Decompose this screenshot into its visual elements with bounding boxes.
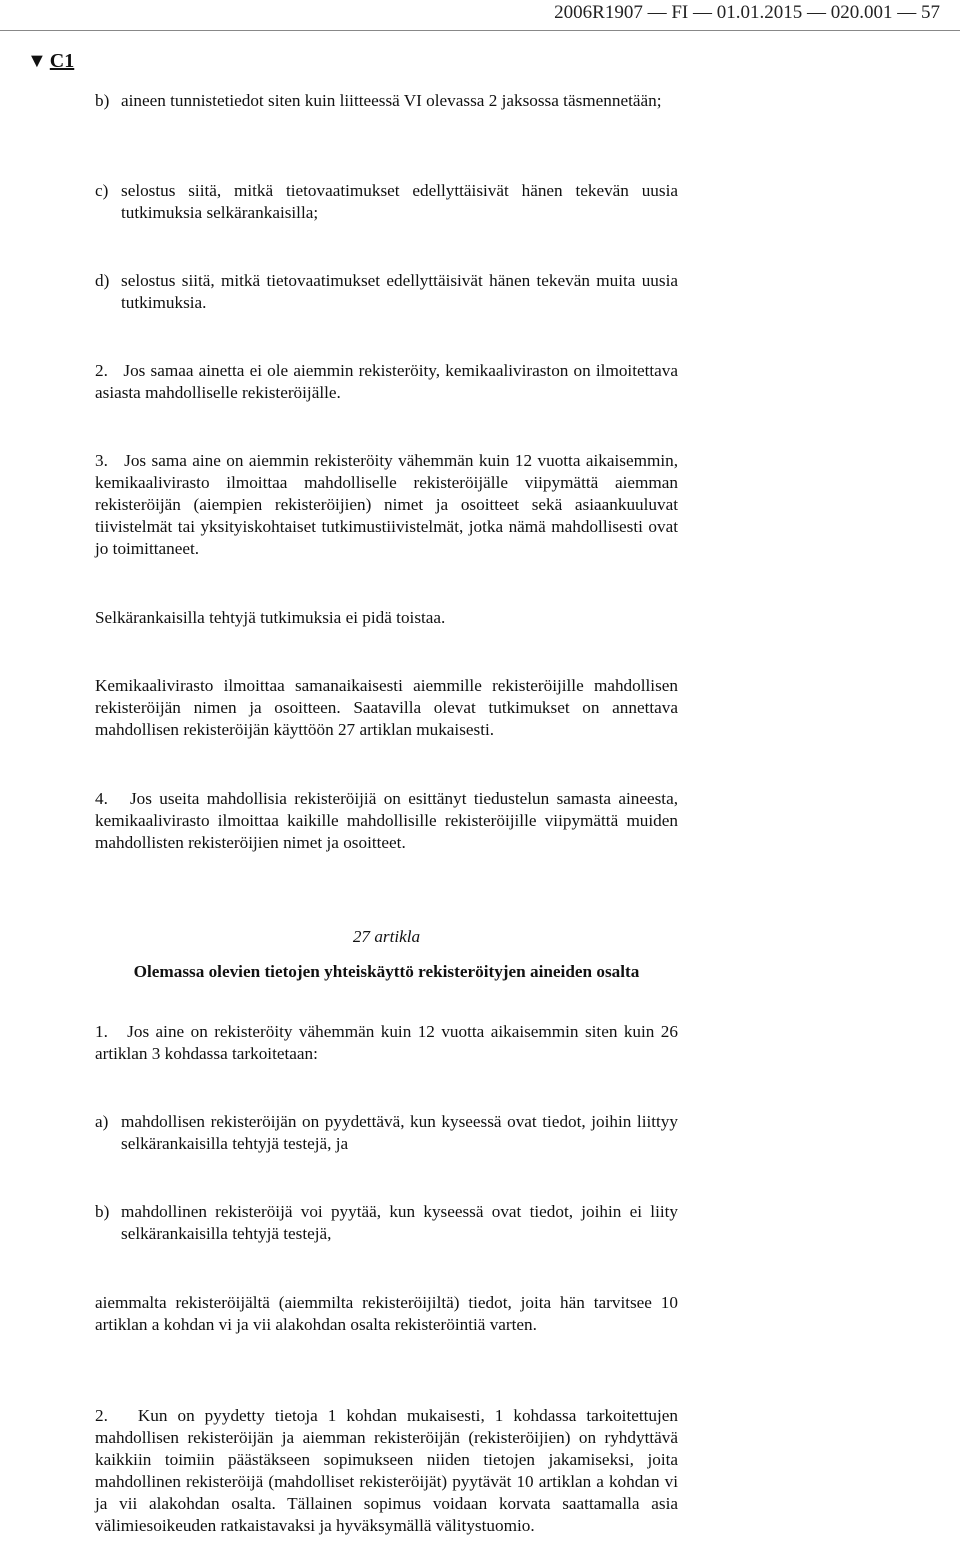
amendment-ref: C1	[49, 50, 75, 72]
article-number: 27 artikla	[352, 927, 421, 946]
triangle-down-icon: ▼	[27, 50, 47, 72]
article-title: Olemassa olevien tietojen yhteiskäyttö rekisteröityjen aineiden osalta	[133, 962, 640, 981]
list-text: selostus siitä, mitkä tietovaatimukset edellyttäisivät hänen tekevän muita uusia tutkimuksia.	[121, 271, 678, 312]
article-paragraph-1: 1. Jos aine on rekisteröity vähemmän kuin 12 vuotta aikaisemmin siten kuin 26 artiklan 3 kohdassa tarkoitetaan:	[95, 1022, 683, 1063]
paragraph-4: 4. Jos useita mahdollisia rekisteröijiä on esittänyt tiedustelun samasta aineesta, kemikaalivirasto ilmoittaa kaikille mahdollisille rekisteröijille viipymättä muiden mahdollisten rekisteröijien nimet ja osoitteet.	[95, 789, 683, 852]
list-label: b)	[95, 91, 110, 110]
list-item-b	[95, 90, 678, 112]
paragraph-2: 2. Jos samaa ainetta ei ole aiemmin rekisteröity, kemikaaliviraston on ilmoitettava asiasta mahdolliselle rekisteröijälle.	[95, 361, 683, 402]
list-item-c	[95, 180, 678, 224]
paragraph-vertebrate: Selkärankaisilla tehtyjä tutkimuksia ei pidä toistaa.	[95, 608, 446, 627]
paragraph-3: 3. Jos sama aine on aiemmin rekisteröity vähemmän kuin 12 vuotta aikaisemmin, kemikaalivirasto ilmoittaa mahdolliselle rekisteröijälle viipymättä aiemman rekisteröijän (aiempien rekisteröijien) nimet ja osoitteet sekä asiaankuuluvat tiivistelmät tai yksityiskohtaiset tutkimustiivistelmät, jotka nämä mahdollisesti ovat jo toimittaneet.	[95, 451, 683, 558]
list-text: mahdollinen rekisteröijä voi pyytää, kun kyseessä ovat tiedot, joihin ei liity selkärankaisilla tehtyjä testejä,	[121, 1202, 678, 1243]
amendment-marker	[27, 50, 74, 73]
header-text: 2006R1907 — FI — 01.01.2015 — 020.001 — 57	[554, 2, 940, 23]
list-item-d	[95, 270, 678, 314]
paragraph-previous: aiemmalta rekisteröijältä (aiemmilta rekisteröijiltä) tiedot, joita hän tarvitsee 10 artiklan a kohdan vi ja vii alakohdan osalta rekisteröintiä varten.	[95, 1293, 678, 1334]
page-header	[0, 0, 960, 31]
article-paragraph-2: 2. Kun on pyydetty tietoja 1 kohdan mukaisesti, 1 kohdassa tarkoitettujen mahdollisen rekisteröijän ja aiemman rekisteröijän (rekisteröijien) on ryhdyttävä kaikkiin toimiin päästäkseen sopimukseen niiden tietojen jakamiseksi, joita mahdollinen rekisteröijä (mahdolliset rekisteröijät) pyytävät 10 artiklan a kohdan vi ja vii alakohdan osalta. Tällainen sopimus voidaan korvata saattamalla asia välimiesoikeuden ratkaistavaksi ja hyväksymällä välitystuomio.	[95, 1406, 683, 1535]
list-label: c)	[95, 181, 109, 200]
list-text: aineen tunnistetiedot siten kuin liitteessä VI olevassa 2 jaksossa täsmennetään;	[121, 91, 662, 110]
list-item-b2	[95, 1201, 678, 1245]
list-text: selostus siitä, mitkä tietovaatimukset edellyttäisivät hänen tekevän uusia tutkimuksia selkärankaisilla;	[121, 181, 678, 222]
paragraph-notify: Kemikaalivirasto ilmoittaa samanaikaisesti aiemmille rekisteröijille mahdollisen rekisteröijän nimen ja osoitteen. Saatavilla olevat tutkimukset on annettava mahdollisen rekisteröijän käyttöön 27 artiklan mukaisesti.	[95, 676, 678, 739]
list-label: d)	[95, 271, 110, 290]
list-label: b)	[95, 1202, 110, 1221]
list-text: mahdollisen rekisteröijän on pyydettävä, kun kyseessä ovat tiedot, joihin liittyy selkärankaisilla tehtyjä testejä, ja	[121, 1112, 678, 1153]
list-item-a	[95, 1111, 678, 1155]
list-label: a)	[95, 1112, 109, 1131]
